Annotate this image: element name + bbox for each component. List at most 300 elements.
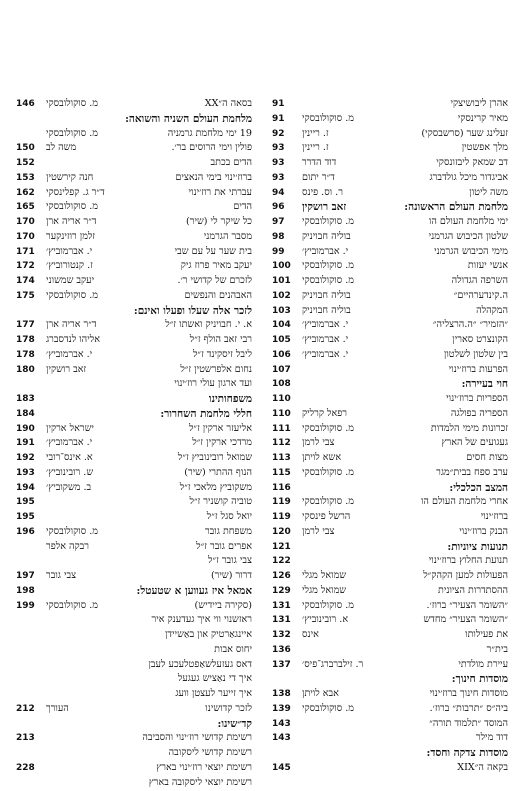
toc-page-number: 93 <box>272 172 298 184</box>
toc-page-number: 178 <box>16 349 42 361</box>
toc-entry-row <box>16 629 252 644</box>
toc-entry-row <box>16 659 252 674</box>
toc-entry-row <box>16 673 252 688</box>
toc-page-number: 120 <box>272 526 298 538</box>
toc-entry-row <box>16 747 252 762</box>
toc-entry-row <box>272 496 508 511</box>
toc-entry-author: מ. סוקולובסקי <box>298 260 358 272</box>
toc-entry-row <box>272 393 508 408</box>
toc-page-number: 105 <box>272 334 298 346</box>
toc-page-number: 131 <box>272 614 298 626</box>
toc-page-number: 228 <box>16 762 42 774</box>
toc-entry-title: האבהנים והנפשים <box>102 290 252 302</box>
toc-entry-title: זעלינג שער (סרשבסקי) <box>333 128 508 140</box>
toc-page-number: 132 <box>272 629 298 641</box>
toc-entry-title: משה ליטון <box>347 187 508 199</box>
toc-entry-title: אהרן ליבושיצקי <box>306 98 508 110</box>
toc-page-number: 190 <box>16 423 42 435</box>
toc-page-number: 97 <box>272 216 298 228</box>
toc-page-number: 139 <box>272 703 298 715</box>
toc-entry-title: ברוז׳ינוי <box>354 511 508 523</box>
toc-entry-author: י. אברמוביץ׳ <box>42 349 96 361</box>
toc-entry-row <box>272 334 508 349</box>
toc-entry-author: מ. סוקולובסקי <box>42 600 102 612</box>
toc-entry-row <box>16 142 252 157</box>
toc-entry-title: אחרי מלחמת העולם הו <box>358 496 508 508</box>
toc-entry-row <box>272 319 508 334</box>
toc-entry-author: בוליה חבויניק <box>298 231 355 243</box>
toc-entry-author: מ. סוקולובסקי <box>42 128 102 140</box>
toc-entry-author: זלמן רוזינקער <box>42 231 99 243</box>
toc-page-number: 213 <box>16 732 42 744</box>
toc-entry-title: דרור (שיר) <box>80 570 252 582</box>
toc-entry-author: מ. סוקולובסקי <box>42 98 102 110</box>
toc-entry-title: את פעילותו <box>323 629 508 641</box>
toc-entry-row <box>16 364 252 379</box>
toc-page-number: 180 <box>16 364 42 376</box>
toc-page-number: 103 <box>272 305 298 317</box>
toc-page-number: 119 <box>272 496 298 508</box>
toc-page-number: 198 <box>16 585 42 597</box>
toc-entry-row <box>16 703 252 718</box>
toc-entry-title: יעקב מאיר פרוז גיק <box>97 260 252 272</box>
toc-entry-author: מ. סוקולובסקי <box>42 290 102 302</box>
toc-entry-row <box>16 98 252 113</box>
toc-entry-author: מ. סוקולובסקי <box>42 526 102 538</box>
toc-entry-row <box>272 128 508 143</box>
toc-page-number: 131 <box>272 600 298 612</box>
toc-entry-row <box>16 201 252 216</box>
toc-entry-title: הדים <box>102 201 252 213</box>
toc-entry-row <box>16 570 252 585</box>
toc-page-number: 174 <box>16 275 42 287</box>
toc-page-number: 111 <box>272 423 298 435</box>
toc-heading-row <box>16 408 252 423</box>
toc-entry-row <box>272 585 508 600</box>
toc-entry-row <box>16 216 252 231</box>
toc-entry-row <box>272 555 508 570</box>
toc-entry-row <box>272 349 508 364</box>
toc-entry-title: ברוז׳ינוי בימי הנאצים <box>97 172 252 184</box>
toc-page-number: 165 <box>16 201 42 213</box>
toc-entry-row <box>16 644 252 659</box>
toc-entry-title: שמואל רובינוביץ ז״ל <box>97 452 252 464</box>
toc-entry-title: ליבל זיסקינד ז״ל <box>96 349 252 361</box>
toc-entry-title: הנוף ההתרי (שיר) <box>97 467 252 479</box>
toc-entry-title: ״השומר הצעיר״ ברוז׳. <box>358 600 508 612</box>
toc-entry-author: דוד הדרר <box>298 157 340 169</box>
toc-page-number: 110 <box>272 408 298 420</box>
toc-entry-author: י. אברמוביץ׳ <box>298 334 352 346</box>
toc-page-number: 171 <box>16 246 42 258</box>
toc-entry-title: בין שלטון לשלטון <box>352 349 508 361</box>
toc-entry-row <box>272 246 508 261</box>
toc-entry-title: המצב הכלכלי: <box>306 482 508 494</box>
toc-entry-author: ר. וס. פינס <box>298 187 347 199</box>
toc-heading-row <box>272 673 508 688</box>
toc-entry-title: המקהלה <box>355 305 508 317</box>
toc-entry-title: המוסד ״תלמוד תורה״ <box>306 718 508 730</box>
toc-page-number: 110 <box>272 393 298 405</box>
toc-entry-row <box>16 172 252 187</box>
toc-entry-title: הספריות ברוז׳ינוי <box>306 393 508 405</box>
toc-page-number: 199 <box>16 600 42 612</box>
toc-entry-author: צבי גובר <box>42 570 80 582</box>
toc-entry-row <box>272 718 508 733</box>
toc-entry-title: עיירת מולדתי <box>367 659 508 671</box>
toc-entry-title: מלך אפשטין <box>333 142 508 154</box>
toc-entry-title: דוד מילר <box>306 732 508 744</box>
toc-heading-row <box>272 541 508 556</box>
toc-page-number: 100 <box>272 260 298 272</box>
toc-entry-author: בוליה חבויניק <box>298 305 355 317</box>
toc-page-number: 92 <box>272 128 298 140</box>
toc-page-number: 195 <box>16 511 42 523</box>
toc-entry-row <box>16 511 252 526</box>
toc-entry-row <box>16 378 252 393</box>
toc-entry-author: מ. סוקולובסקי <box>298 496 358 508</box>
toc-entry-author: אבא לויתן <box>298 688 343 700</box>
toc-page-number: 191 <box>16 437 42 449</box>
toc-heading-row <box>272 378 508 393</box>
toc-entry-author: רבקה אלפר <box>42 541 93 553</box>
toc-page-number: 112 <box>272 437 298 449</box>
toc-page-number: 137 <box>272 659 298 671</box>
toc-entry-title: כל שיקר לי (שיר) <box>101 216 253 228</box>
toc-entry-title: ועד ארגון עולי רוז׳ינוי <box>50 378 252 390</box>
toc-page-number: 121 <box>272 541 298 553</box>
toc-entry-title: ביה״ס ״תרבות״ ברוז׳. <box>358 703 508 715</box>
toc-entry-author: שמואל מגלי <box>298 585 350 597</box>
toc-entry-title: איך זייער לעצטן וועג <box>50 688 252 700</box>
toc-entry-row <box>16 777 252 791</box>
toc-page-number: 193 <box>16 467 42 479</box>
toc-entry-row <box>272 452 508 467</box>
toc-entry-title: (סקירה ביידיש) <box>102 600 252 612</box>
toc-entry-row <box>16 423 252 438</box>
toc-entry-author: מ. סוקולובסקי <box>298 275 358 287</box>
toc-page-number: 93 <box>272 142 298 154</box>
toc-entry-row <box>272 142 508 157</box>
toc-page-number: 108 <box>272 378 298 390</box>
toc-heading-row <box>16 585 252 600</box>
toc-entry-row <box>272 659 508 674</box>
toc-page-number: 98 <box>272 231 298 243</box>
toc-page-number: 119 <box>272 511 298 523</box>
toc-entry-row <box>16 187 252 202</box>
toc-entry-row <box>272 644 508 659</box>
toc-entry-row <box>272 629 508 644</box>
toc-entry-author: י. אברמוביץ׳ <box>42 437 96 449</box>
toc-entry-title: הספריה בפולגה <box>351 408 508 420</box>
toc-entry-author: מ. סוקולובסקי <box>42 201 102 213</box>
toc-entry-row <box>272 408 508 423</box>
toc-page-number: 192 <box>16 452 42 464</box>
toc-entry-row <box>272 762 508 777</box>
toc-entry-row <box>272 305 508 320</box>
toc-entry-row <box>16 541 252 556</box>
toc-page-number: 122 <box>272 555 298 567</box>
toc-entry-author: מ. סוקולובסקי <box>298 600 358 612</box>
toc-page-number: 96 <box>272 201 298 213</box>
toc-entry-title: מלחמת העולם השניה והשואה: <box>50 113 252 125</box>
toc-entry-title: מסבר הגרמני <box>99 231 252 243</box>
toc-entry-author: י. אברמוביץ׳ <box>298 319 352 331</box>
toc-entry-author: אליהו לנדסברג <box>42 334 104 346</box>
toc-page-number: 212 <box>16 703 42 715</box>
toc-entry-title: ראזשנוי ווי איך געדענק איר <box>50 614 252 626</box>
toc-page-number: 106 <box>272 349 298 361</box>
toc-entry-title: רשימת קדושי רוז׳ינוי והסביבה <box>50 732 252 744</box>
toc-entry-row <box>272 231 508 246</box>
toc-entry-author: ד״ר אריה ארן <box>42 216 101 228</box>
toc-page-number: 129 <box>272 585 298 597</box>
toc-page-number: 104 <box>272 319 298 331</box>
toc-entry-row <box>272 290 508 305</box>
toc-entry-row <box>16 319 252 334</box>
toc-heading-row <box>272 747 508 762</box>
toc-entry-title: תנועות ציוניות: <box>306 541 508 553</box>
toc-page-number: 172 <box>16 260 42 272</box>
toc-entry-author: העורך <box>42 703 73 715</box>
toc-entry-title: חוי בעיירה: <box>306 378 508 390</box>
toc-entry-author: ד״ר אריה ארן <box>42 319 101 331</box>
toc-entry-title: יחוס אבות <box>50 644 252 656</box>
toc-entry-title: געגועים של הארץ <box>339 437 508 449</box>
toc-entry-title: משפחת גובר <box>102 526 252 538</box>
toc-entry-author: מ. סוקולובסקי <box>298 113 358 125</box>
toc-entry-title: א. י. חבויניק ואשתו ז״ל <box>101 319 253 331</box>
toc-entry-author: א. אינס־רובי <box>42 452 97 464</box>
toc-entry-title: רשימת יוצאי רוז׳ינוי בארץ <box>50 762 252 774</box>
toc-entry-title: משפחותינו <box>50 393 252 405</box>
toc-entry-row <box>272 98 508 113</box>
toc-entry-author: ז. ריינין <box>298 128 333 140</box>
toc-entry-row <box>16 334 252 349</box>
toc-entry-row <box>272 364 508 379</box>
toc-entry-title: לזכר קדושינו <box>73 703 252 715</box>
toc-entry-row <box>272 600 508 615</box>
toc-page-number: 175 <box>16 290 42 302</box>
toc-entry-row <box>272 113 508 128</box>
toc-entry-title: הדים בכתב <box>50 157 252 169</box>
toc-entry-title: הקונצרט סארין <box>352 334 508 346</box>
toc-entry-title: מוסדות חינוך ברוז׳ינוי <box>343 688 508 700</box>
toc-page-number: 177 <box>16 319 42 331</box>
toc-entry-row <box>16 231 252 246</box>
toc-entry-author: ד״ר יתום <box>298 172 339 184</box>
toc-page-number: 183 <box>16 393 42 405</box>
toc-page-number: 197 <box>16 570 42 582</box>
toc-entry-title: אמאל איז געווען א שטעטל: <box>50 585 252 597</box>
toc-page-number: 194 <box>16 482 42 494</box>
toc-entry-title: ימי מלחמת העולם הו <box>358 216 508 228</box>
toc-page-number: 143 <box>272 732 298 744</box>
toc-entry-title: מלחמת העולם הראשונה: <box>350 201 508 213</box>
toc-entry-author: זאב רושקין <box>42 364 90 376</box>
toc-entry-author: אשא לויתן <box>298 452 345 464</box>
toc-entry-row <box>16 275 252 290</box>
toc-entry-author: ב. משקוביץ׳ <box>42 482 95 494</box>
toc-page-number: 94 <box>272 187 298 199</box>
toc-entry-author: חנה קירשטין <box>42 172 97 184</box>
toc-page-number: 101 <box>272 275 298 287</box>
toc-entry-title: רבי זאב הולף ז״ל <box>104 334 252 346</box>
toc-entry-title: לזכרם של קדושי ר׳. <box>98 275 252 287</box>
toc-entry-author: ז. קנטורוביץ׳ <box>42 260 97 272</box>
toc-page-number: 113 <box>272 452 298 464</box>
toc-entry-title: זכרונות מימי הלמדות <box>358 423 508 435</box>
toc-entry-title: יואל סגל ז״ל <box>50 511 252 523</box>
toc-entry-row <box>16 467 252 482</box>
toc-entry-row <box>272 260 508 275</box>
toc-page-number: 195 <box>16 496 42 508</box>
toc-page-number: 162 <box>16 187 42 199</box>
toc-page-number: 102 <box>272 290 298 302</box>
toc-entry-row <box>16 688 252 703</box>
toc-entry-row <box>16 290 252 305</box>
toc-entry-row <box>16 437 252 452</box>
toc-entry-author: משה לב <box>42 142 80 154</box>
toc-entry-title: צבי גובר ז״ל <box>50 555 252 567</box>
toc-entry-row <box>272 732 508 747</box>
toc-page-number: 136 <box>272 644 298 656</box>
toc-heading-row <box>272 201 508 216</box>
toc-entry-author: שמואל מגלי <box>298 570 350 582</box>
toc-entry-row <box>272 511 508 526</box>
toc-page-number: 91 <box>272 98 298 110</box>
toc-entry-title: מאיר קרינסקי <box>358 113 508 125</box>
toc-column-left <box>16 98 252 791</box>
toc-entry-row <box>272 570 508 585</box>
toc-entry-row <box>16 496 252 511</box>
toc-entry-title: משקוביץ מלאכי ז״ל <box>95 482 252 494</box>
toc-entry-title: אביגדור מיכל גולדברג <box>339 172 508 184</box>
toc-entry-author: ז. ריינין <box>298 142 333 154</box>
toc-heading-row <box>16 393 252 408</box>
toc-entry-author: רפאל קרליק <box>298 408 351 420</box>
toc-entry-title: תנועת החלוץ ברוז׳ינוי <box>306 555 508 567</box>
toc-entry-row <box>16 246 252 261</box>
toc-column-right <box>272 98 508 777</box>
toc-entry-title: אפרים גובר ז״ל <box>93 541 252 553</box>
toc-entry-title: ״הזמיר״ ״ה.הרצליה״ <box>352 319 508 331</box>
toc-entry-author: מ. סוקולובסקי <box>298 467 358 479</box>
toc-entry-title: אליעזר ארקין ז״ל <box>98 423 252 435</box>
toc-page-number: 115 <box>272 467 298 479</box>
toc-entry-author: ש. רובינוביץ׳ <box>42 467 97 479</box>
toc-entry-title: דאס געזעלשאַפטלעכע לעבן <box>50 659 252 671</box>
toc-entry-title: השרפה הגדולה <box>358 275 508 287</box>
toc-entry-title: בסאה ה״XX <box>102 98 252 110</box>
toc-page-number: 150 <box>16 142 42 154</box>
toc-entry-author: א. רובינוביץ׳ <box>298 614 352 626</box>
toc-entry-author: יעקב שמשוני <box>42 275 98 287</box>
toc-entry-author: אינס <box>298 629 323 641</box>
toc-entry-row <box>272 688 508 703</box>
toc-entry-title: טוביה קושניר ז״ל <box>50 496 252 508</box>
toc-entry-author: זאב רושקין <box>298 201 350 213</box>
toc-page-number: 143 <box>272 718 298 730</box>
toc-entry-title: מצות חסים <box>345 452 508 464</box>
toc-entry-title: מוסדות צדקה וחסד: <box>306 747 508 759</box>
toc-entry-title: ה.קינדערהיים״ <box>355 290 508 302</box>
toc-entry-title: הבנק ברוז׳ינוי <box>339 526 508 538</box>
toc-entry-row <box>16 732 252 747</box>
toc-entry-author: ר. זילברברג־פיס׳ <box>298 659 367 671</box>
toc-heading-row <box>272 482 508 497</box>
toc-entry-title: הפרעות ברוז׳ינוי <box>306 364 508 376</box>
toc-entry-title: לזכר אלה שעלו ופעלו ואינם: <box>50 305 252 317</box>
toc-entry-row <box>272 275 508 290</box>
toc-page-number: 153 <box>16 172 42 184</box>
toc-entry-title: אנשי יעזות <box>358 260 508 272</box>
toc-page-number: 146 <box>16 98 42 110</box>
toc-entry-title: בקאה ה״XIX <box>306 762 508 774</box>
toc-page-number: 170 <box>16 216 42 228</box>
toc-heading-row <box>16 113 252 128</box>
toc-entry-title: בית שער על עם שבי <box>96 246 252 258</box>
toc-entry-author: י. אברמוביץ׳ <box>42 246 96 258</box>
toc-entry-title: הפעולות למען הקהק״ל <box>350 570 508 582</box>
toc-entry-title: רשימת יוצאי ליסקובה בארץ <box>50 777 252 789</box>
toc-page-number: 126 <box>272 570 298 582</box>
toc-page-number: 178 <box>16 334 42 346</box>
toc-page-number: 116 <box>272 482 298 494</box>
toc-entry-author: בוליה חבויניק <box>298 290 355 302</box>
toc-page-number: 152 <box>16 157 42 169</box>
toc-page-number: 91 <box>272 113 298 125</box>
toc-entry-author: הרשל פינסקי <box>298 511 354 523</box>
toc-page-number: 138 <box>272 688 298 700</box>
toc-entry-author: מ. סוקולובסקי <box>298 216 358 228</box>
toc-entry-row <box>16 600 252 615</box>
toc-entry-title: דב שמאק ליבזונסקי <box>340 157 508 169</box>
toc-heading-row <box>16 305 252 320</box>
toc-entry-title: ההסתדרות הציונית <box>350 585 508 597</box>
toc-entry-author: צבי לרמן <box>298 526 339 538</box>
toc-page-number: 170 <box>16 231 42 243</box>
toc-page-number: 99 <box>272 246 298 258</box>
toc-entry-row <box>272 157 508 172</box>
toc-heading-row <box>16 718 252 733</box>
toc-entry-author: מ. סוקולובסקי <box>298 703 358 715</box>
toc-entry-row <box>16 452 252 467</box>
toc-entry-title: עברתי את רוז׳ינוי <box>109 187 252 199</box>
toc-entry-title: מימי הכיבוש הגרמני <box>352 246 508 258</box>
toc-entry-title: איינגאַרטיק און באַשיידן <box>50 629 252 641</box>
toc-entry-row <box>16 157 252 172</box>
toc-entry-author: צבי לרמן <box>298 437 339 449</box>
toc-entry-author: י. אברמוביץ׳ <box>298 349 352 361</box>
toc-entry-row <box>16 349 252 364</box>
toc-entry-row <box>16 762 252 777</box>
toc-entry-row <box>272 423 508 438</box>
toc-page-number: 93 <box>272 157 298 169</box>
toc-entry-author: ישראל ארקין <box>42 423 98 435</box>
toc-entry-row <box>16 614 252 629</box>
toc-entry-row <box>272 172 508 187</box>
toc-entry-title: איך די נאַציש געגעל <box>50 673 252 685</box>
toc-page-number: 107 <box>272 364 298 376</box>
toc-page-number: 184 <box>16 408 42 420</box>
toc-entry-row <box>272 216 508 231</box>
toc-entry-title: פולין וימי הרוסים בר׳. <box>80 142 252 154</box>
toc-entry-row <box>16 555 252 570</box>
toc-entry-title: רשימת קדושי ליסקובה <box>50 747 252 759</box>
toc-entry-title: ״השומר הצעיר״ מחדש <box>352 614 508 626</box>
toc-entry-title: בית״ר <box>306 644 508 656</box>
